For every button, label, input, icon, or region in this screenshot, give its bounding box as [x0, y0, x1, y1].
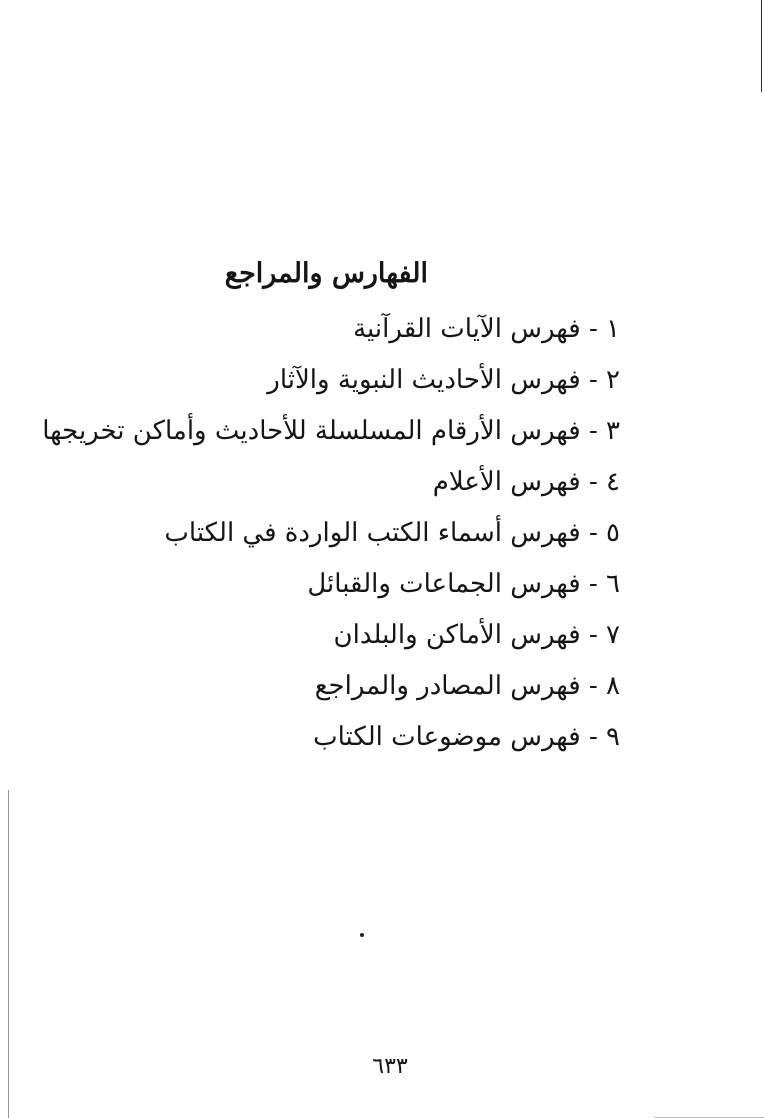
index-item: ٩ - فهرس موضوعات الكتاب — [313, 722, 620, 752]
index-item: ٤ - فهرس الأعلام — [432, 467, 620, 497]
index-item: ٢ - فهرس الأحاديث النبوية والآثار — [267, 365, 620, 395]
scan-margin-line — [8, 790, 9, 1118]
index-list — [42, 312, 620, 771]
index-item: ٥ - فهرس أسماء الكتب الواردة في الكتاب — [164, 518, 620, 548]
index-item: ١ - فهرس الآيات القرآنية — [353, 314, 620, 344]
index-item: ٧ - فهرس الأماكن والبلدان — [333, 620, 620, 650]
index-item: ٣ - فهرس الأرقام المسلسلة للأحاديث وأماكن تخريجها — [42, 416, 620, 446]
page-number: ٦٣٣ — [372, 1054, 408, 1079]
page-edge-line — [761, 0, 762, 92]
index-item: ٨ - فهرس المصادر والمراجع — [314, 671, 620, 701]
ink-dot — [360, 933, 364, 937]
index-item: ٦ - فهرس الجماعات والقبائل — [307, 569, 620, 599]
page-heading: الفهارس والمراجع — [224, 258, 428, 289]
